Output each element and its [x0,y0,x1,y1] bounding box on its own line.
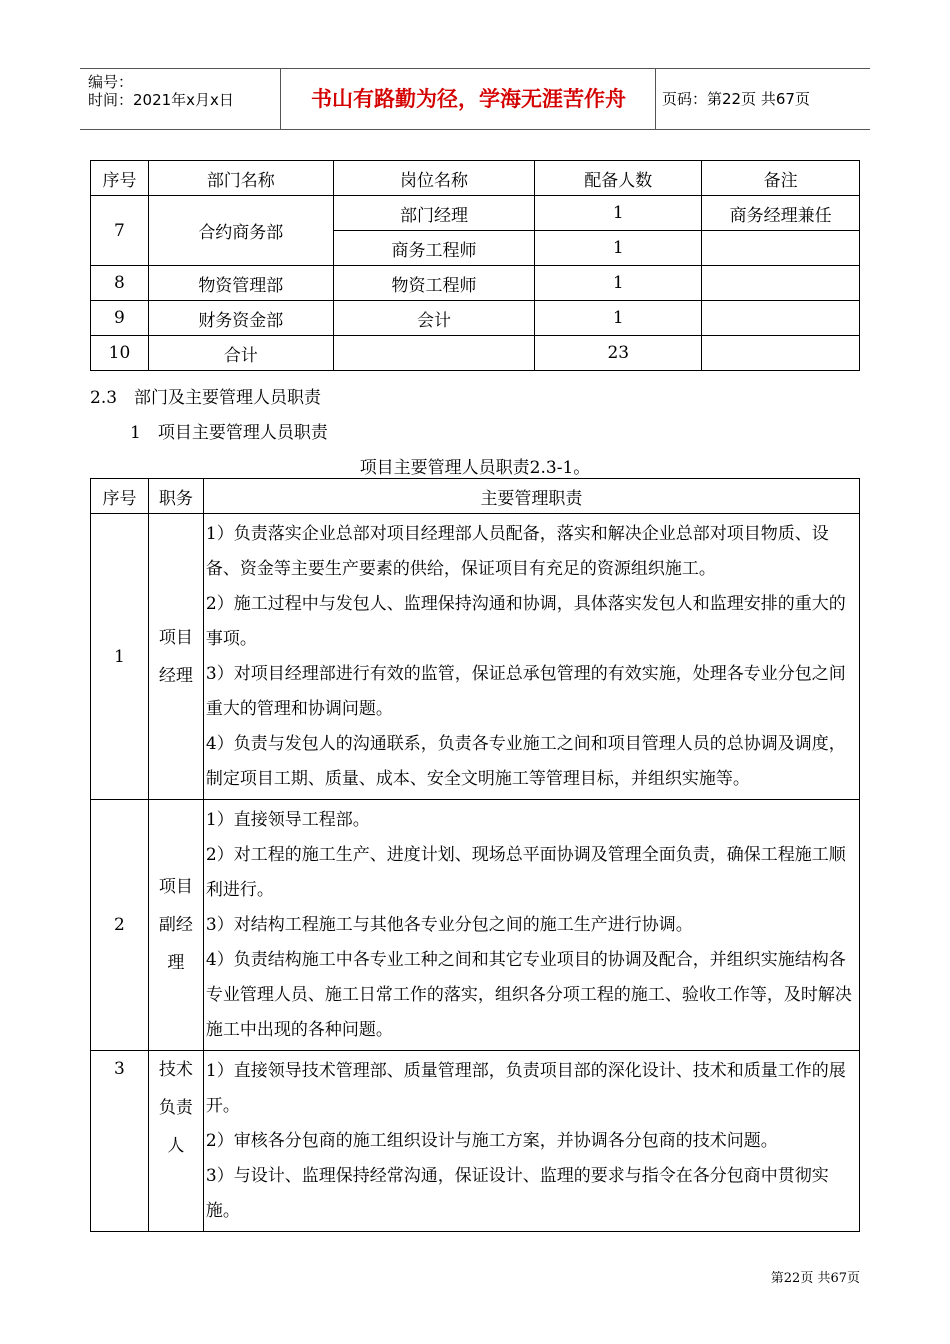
table-row [91,266,860,301]
col-header-title: 职务 [148,479,203,514]
duty-list [203,800,859,1051]
duty-list [203,1051,859,1232]
col-header-no: 序号 [91,479,149,514]
dept-name: 合约商务部 [148,196,333,266]
section-heading: 2.3 部门及主要管理人员职责 [90,388,322,408]
dept-name: 合计 [148,336,333,371]
duty-item: 3）对结构工程施工与其他各专业分包之间的施工生产进行协调。 [205,915,693,935]
header-motto: 书山有路勤为径，学海无涯苦作舟 [311,87,626,111]
table-header-row [91,161,860,196]
duty-item: 3）对项目经理部进行有效的监管，保证总承包管理的有效实施，处理各专业分包之间重大的管理和协调问题。 [205,664,846,719]
duty-item: 1）直接领导工程部。 [205,810,370,830]
note [702,266,860,301]
duty-item: 4）负责结构施工中各专业工种之间和其它专业项目的协调及配合，并组织实施结构各专业管理人员、施工日常工作的落实，组织各分项工程的施工、验收工作等，及时解决施工中出现的各种问题。 [205,950,852,1040]
position-title-line: 负责 [158,1098,193,1118]
table-caption: 项目主要管理人员职责2.3-1。 [359,458,591,478]
duty-item: 2）施工过程中与发包人、监理保持沟通和协调，具体落实发包人和监理安排的重大的事项。 [205,594,846,649]
duty-item: 3）与设计、监理保持经常沟通，保证设计、监理的要求与指令在各分包商中贯彻实施。 [205,1166,829,1221]
position-title [148,514,203,800]
position-title-line: 副经 [158,915,193,935]
position-title-line: 理 [167,953,185,973]
staff-allocation-table [90,160,860,371]
table-row [91,514,860,800]
staff-count: 1 [535,301,702,336]
document-date: 时间：2021年x月x日 [88,91,234,109]
position-title [148,800,203,1051]
row-no: 1 [91,514,149,800]
position-name [333,336,535,371]
row-no: 10 [91,336,149,371]
page-footer: 第22页 共67页 [770,1271,860,1286]
staff-count: 1 [535,231,702,266]
note [702,231,860,266]
col-header-duties: 主要管理职责 [203,479,859,514]
position-name: 会计 [333,301,535,336]
position-name: 物资工程师 [333,266,535,301]
staff-count: 23 [535,336,702,371]
position-title [148,1051,203,1232]
staff-count: 1 [535,266,702,301]
table-row [91,1051,860,1232]
col-header-dept: 部门名称 [148,161,333,196]
position-name: 商务工程师 [333,231,535,266]
row-no: 2 [91,800,149,1051]
duty-table [90,478,860,1232]
col-header-note: 备注 [702,161,860,196]
row-no: 3 [91,1051,149,1232]
section-subheading: 1 项目主要管理人员职责 [130,423,328,443]
position-title-line: 技术 [158,1060,193,1080]
col-header-count: 配备人数 [535,161,702,196]
duty-item: 2）审核各分包商的施工组织设计与施工方案，并协调各分包商的技术问题。 [205,1131,778,1151]
table-row [91,196,860,231]
duty-item: 1）直接领导技术管理部、质量管理部，负责项目部的深化设计、技术和质量工作的展开。 [205,1061,846,1116]
note: 商务经理兼任 [702,196,860,231]
document-code-label: 编号： [88,73,134,91]
page-header [80,68,870,130]
row-no: 7 [91,196,149,266]
position-name: 部门经理 [333,196,535,231]
table-row [91,800,860,1051]
position-title-line: 人 [167,1136,185,1156]
row-no: 8 [91,266,149,301]
note [702,336,860,371]
position-title-line: 项目 [158,877,193,897]
row-no: 9 [91,301,149,336]
duty-list [203,514,859,800]
duty-item: 1）负责落实企业总部对项目经理部人员配备，落实和解决企业总部对项目物质、设备、资金等主要生产要素的供给，保证项目有充足的资源组织施工。 [205,524,829,579]
header-page-info: 页码：第22页 共67页 [662,90,810,108]
duty-item: 4）负责与发包人的沟通联系，负责各专业施工之间和项目管理人员的总协调及调度，制定项目工期、质量、成本、安全文明施工等管理目标，并组织实施等。 [205,734,846,789]
table-header-row [91,479,860,514]
table-row [91,301,860,336]
duty-item: 2）对工程的施工生产、进度计划、现场总平面协调及管理全面负责，确保工程施工顺利进行。 [205,845,846,900]
position-title-line: 项目 [158,627,193,648]
table-row [91,336,860,371]
position-title-line: 经理 [158,665,193,686]
note [702,301,860,336]
staff-count: 1 [535,196,702,231]
col-header-position: 岗位名称 [333,161,535,196]
col-header-no: 序号 [91,161,149,196]
dept-name: 财务资金部 [148,301,333,336]
dept-name: 物资管理部 [148,266,333,301]
